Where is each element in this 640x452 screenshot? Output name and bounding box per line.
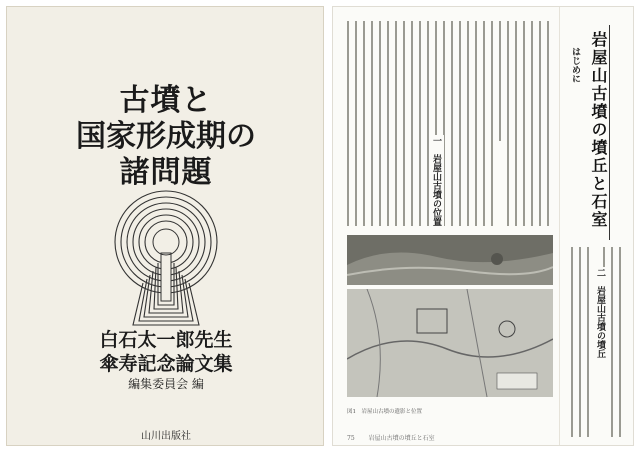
- keyhole-tomb-icon: [111, 187, 221, 327]
- figure-caption: 図1 岩屋山古墳の遺影と位置: [347, 409, 423, 415]
- page-number: 75: [347, 435, 355, 442]
- page-folio: [347, 433, 435, 442]
- inner-page-spread: [332, 6, 634, 446]
- cover-editor: 編集委員会 編: [128, 377, 204, 391]
- running-head: 岩屋山古墳の墳丘と石室: [368, 435, 435, 442]
- cover-subtitle-line1: 白石太一郎先生: [99, 329, 233, 351]
- aerial-photo: [347, 235, 553, 285]
- body-text-lines: [347, 21, 553, 226]
- intro-heading: はじめに: [570, 47, 580, 83]
- column-divider: [559, 7, 560, 446]
- book-cover: [6, 6, 324, 446]
- chapter-title: 岩屋山古墳の墳丘と石室: [589, 31, 608, 229]
- section2-heading: 二 岩屋山古墳の墳丘: [593, 267, 608, 359]
- cover-subtitle-line2: 傘寿記念論文集: [99, 353, 233, 375]
- cover-title-line3: 諸問題: [119, 155, 213, 190]
- cover-publisher: 山川出版社: [141, 431, 191, 442]
- cover-title-line2: 国家形成期の: [76, 119, 256, 154]
- section1-heading: 一 岩屋山古墳の位置: [429, 135, 444, 227]
- cover-title-line1: 古墳と: [119, 83, 213, 118]
- site-map: [347, 289, 553, 397]
